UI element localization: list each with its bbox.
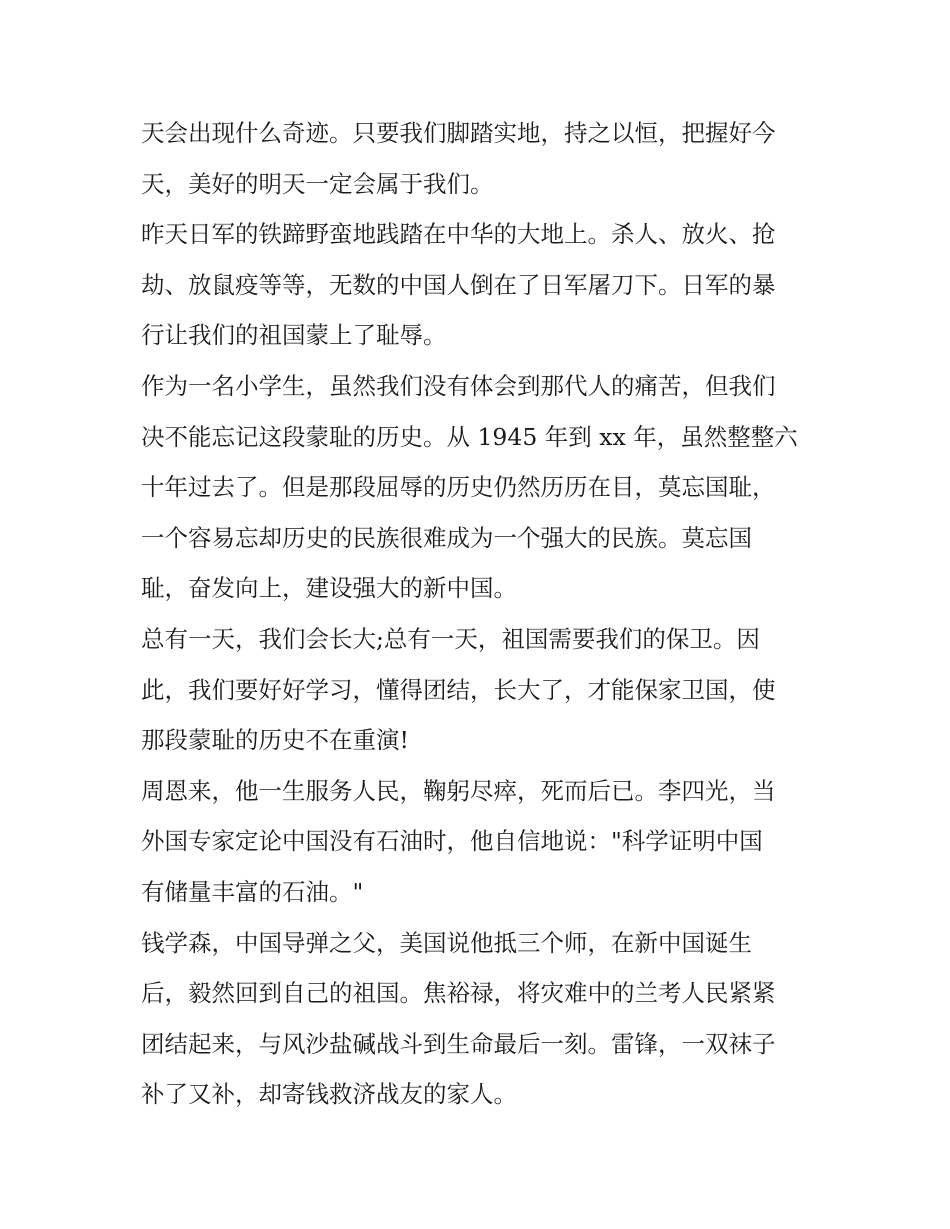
text-line: 后，毅然回到自己的祖国。焦裕禄，将灾难中的兰考人民紧紧	[141, 979, 776, 1008]
text-line: 周恩来，他一生服务人民，鞠躬尽瘁，死而后已。李四光，当	[141, 776, 776, 805]
text-line: 总有一天，我们会长大;总有一天，祖国需要我们的保卫。因	[141, 624, 760, 653]
text-line: 那段蒙耻的历史不在重演!	[141, 726, 409, 755]
text-line: 决不能忘记这段蒙耻的历史。从 1945 年到 xx 年，虽然整整六	[141, 422, 798, 451]
text-line: 耻，奋发向上，建设强大的新中国。	[141, 574, 517, 603]
text-line: 有储量丰富的石油。"	[141, 877, 364, 906]
text-line: 劫、放鼠疫等等，无数的中国人倒在了日军屠刀下。日军的暴	[141, 270, 776, 299]
text-line: 钱学森，中国导弹之父，美国说他抵三个师，在新中国诞生	[141, 928, 752, 957]
text-line: 行让我们的祖国蒙上了耻辱。	[141, 321, 447, 350]
text-line: 天会出现什么奇迹。只要我们脚踏实地，持之以恒，把握好今	[141, 119, 776, 147]
document-body	[141, 108, 813, 1120]
text-line: 十年过去了。但是那段屈辱的历史仍然历历在目，莫忘国耻，	[141, 473, 776, 502]
text-line: 团结起来，与风沙盐碱战斗到生命最后一刻。雷锋，一双袜子	[141, 1029, 776, 1058]
text-line: 此，我们要好好学习，懂得团结，长大了，才能保家卫国，使	[141, 675, 776, 704]
text-line: 外国专家定论中国没有石油时，他自信地说："科学证明中国	[141, 827, 763, 856]
text-line: 一个容易忘却历史的民族很难成为一个强大的民族。莫忘国	[141, 523, 752, 552]
text-line: 作为一名小学生，虽然我们没有体会到那代人的痛苦，但我们	[141, 371, 776, 400]
text-line: 天，美好的明天一定会属于我们。	[141, 169, 494, 198]
text-line: 补了又补，却寄钱救济战友的家人。	[141, 1080, 517, 1109]
text-line: 昨天日军的铁蹄野蛮地践踏在中华的大地上。杀人、放火、抢	[141, 220, 776, 249]
